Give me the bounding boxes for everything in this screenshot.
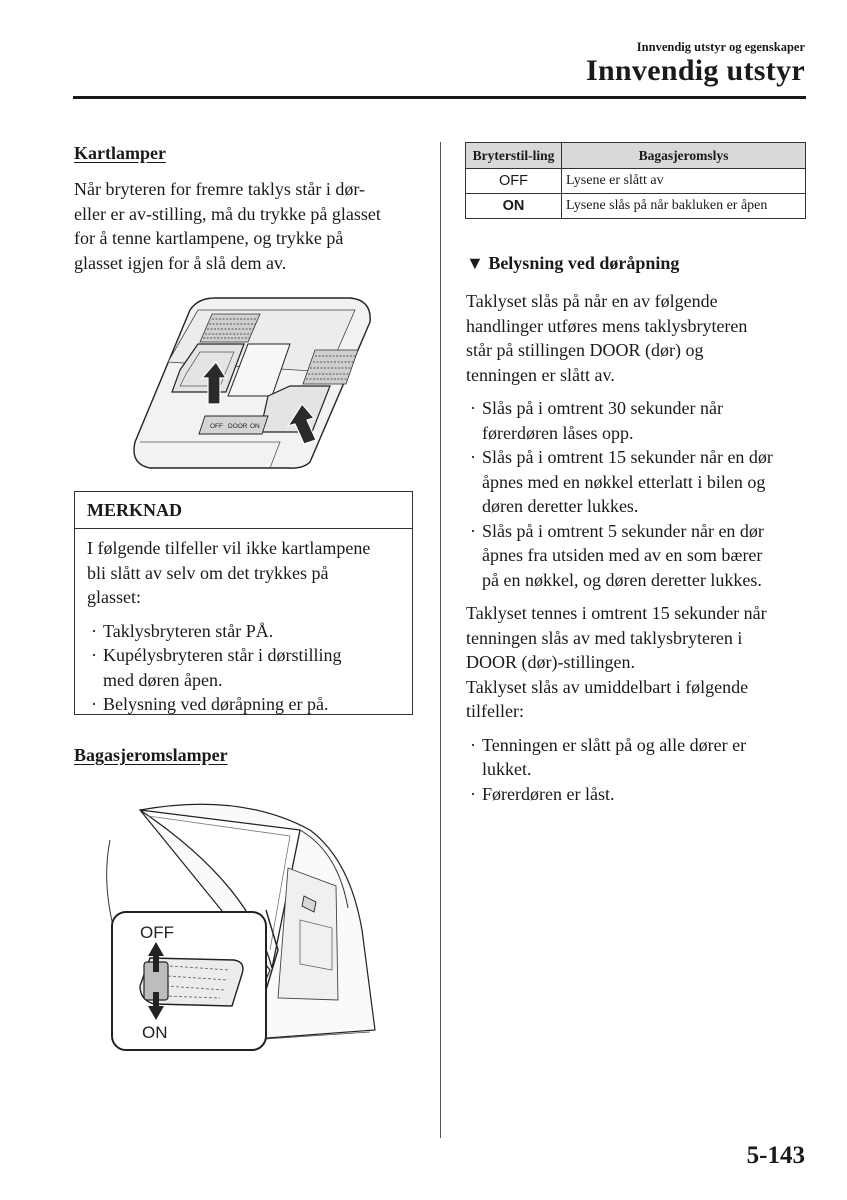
lamp-label-on: ON: [142, 1023, 168, 1042]
text-line: bli slått av selv om det trykkes på: [87, 562, 329, 583]
map-lamp-illustration: [120, 292, 380, 472]
text-line: Når bryteren for fremre taklys står i dør-: [74, 179, 366, 199]
table-cell-desc: Lysene slås på når bakluken er åpen: [562, 194, 806, 219]
table-cell-state: ON: [466, 194, 562, 219]
cargo-lamp-illustration: [100, 800, 390, 1062]
text-line: står på stillingen DOOR (dør) og: [466, 340, 704, 360]
text-line: tenningen slås av med taklysbryteren i: [466, 627, 743, 648]
text-line: tilfeller:: [466, 701, 524, 721]
text-line: Taklyset slås på når en av følgende: [466, 291, 718, 311]
text-line: Kupélysbryteren står i dørstilling: [103, 645, 342, 665]
list-item: [466, 445, 816, 519]
text-line: Førerdøren er låst.: [482, 783, 615, 804]
list-item: [466, 396, 816, 445]
map-lamps-text: [74, 177, 424, 275]
table-cell-desc: Lysene er slått av: [562, 169, 806, 194]
list-item: [87, 643, 400, 692]
text-line: Slås på i omtrent 5 sekunder når en dør: [482, 520, 764, 541]
text-line: Taklyset slås av umiddelbart i følgende: [466, 676, 749, 697]
table-header-light: Bagasjeromslys: [562, 143, 806, 169]
text-line: glasset:: [87, 587, 141, 607]
header-rule: [73, 96, 806, 99]
door-lighting-text: [466, 289, 816, 806]
text-line: lukket.: [482, 759, 532, 779]
text-line: Slås på i omtrent 15 sekunder når en dør: [482, 447, 773, 467]
text-line: på en nøkkel, og døren deretter lukkes.: [482, 569, 762, 590]
text-line: eller er av-stilling, må du trykke på glasset: [74, 203, 381, 224]
table-header-state: Bryterstil-ling: [466, 143, 562, 169]
table-row: [466, 194, 806, 219]
note-title: MERKNAD: [75, 492, 412, 529]
note-box: [74, 491, 413, 715]
text-line: med døren åpen.: [103, 669, 223, 690]
text-line: DOOR (dør)-stillingen.: [466, 652, 635, 672]
text-line: I følgende tilfeller vil ikke kartlampene: [87, 538, 371, 558]
switch-label-off: OFF: [210, 423, 223, 430]
text-line: Taklysbryteren står PÅ.: [103, 620, 274, 641]
list-item: [466, 519, 816, 593]
text-line: døren deretter lukkes.: [482, 496, 639, 516]
table-row: [466, 169, 806, 194]
text-line: glasset igjen for å slå dem av.: [74, 252, 287, 273]
text-line: Slås på i omtrent 30 sekunder når: [482, 398, 723, 418]
page-number: 5-143: [746, 1142, 805, 1169]
lamp-label-off: OFF: [140, 923, 174, 942]
switch-label-on: ON: [250, 423, 260, 430]
heading-door-lighting: ▼ Belysning ved døråpning: [466, 253, 680, 273]
heading-cargo-lamps: Bagasjeromslamper: [74, 745, 228, 765]
text-line: handlinger utføres mens taklysbryteren: [466, 315, 748, 336]
text-line: tenningen er slått av.: [466, 364, 615, 385]
column-divider: [440, 142, 441, 1138]
text-line: Belysning ved døråpning er på.: [103, 694, 329, 714]
text-line: for å tenne kartlampene, og trykke på: [74, 228, 344, 248]
page-title: Innvendig utstyr: [585, 54, 805, 87]
text-line: åpnes med en nøkkel etterlatt i bilen og: [482, 471, 766, 492]
table-cell-state: OFF: [466, 169, 562, 194]
text-line: førerdøren låses opp.: [482, 422, 634, 443]
cargo-light-table: [465, 142, 806, 219]
text-line: Tenningen er slått på og alle dører er: [482, 734, 747, 755]
text-line: Taklyset tennes i omtrent 15 sekunder når: [466, 603, 767, 623]
text-line: åpnes fra utsiden med av en som bærer: [482, 545, 763, 565]
list-item: [466, 733, 816, 782]
switch-label-door: DOOR: [228, 423, 248, 430]
list-item: [87, 692, 400, 717]
list-item: [466, 782, 816, 807]
list-item: [87, 619, 400, 644]
heading-map-lamps: Kartlamper: [74, 143, 166, 163]
section-title: Innvendig utstyr og egenskaper: [636, 40, 805, 54]
